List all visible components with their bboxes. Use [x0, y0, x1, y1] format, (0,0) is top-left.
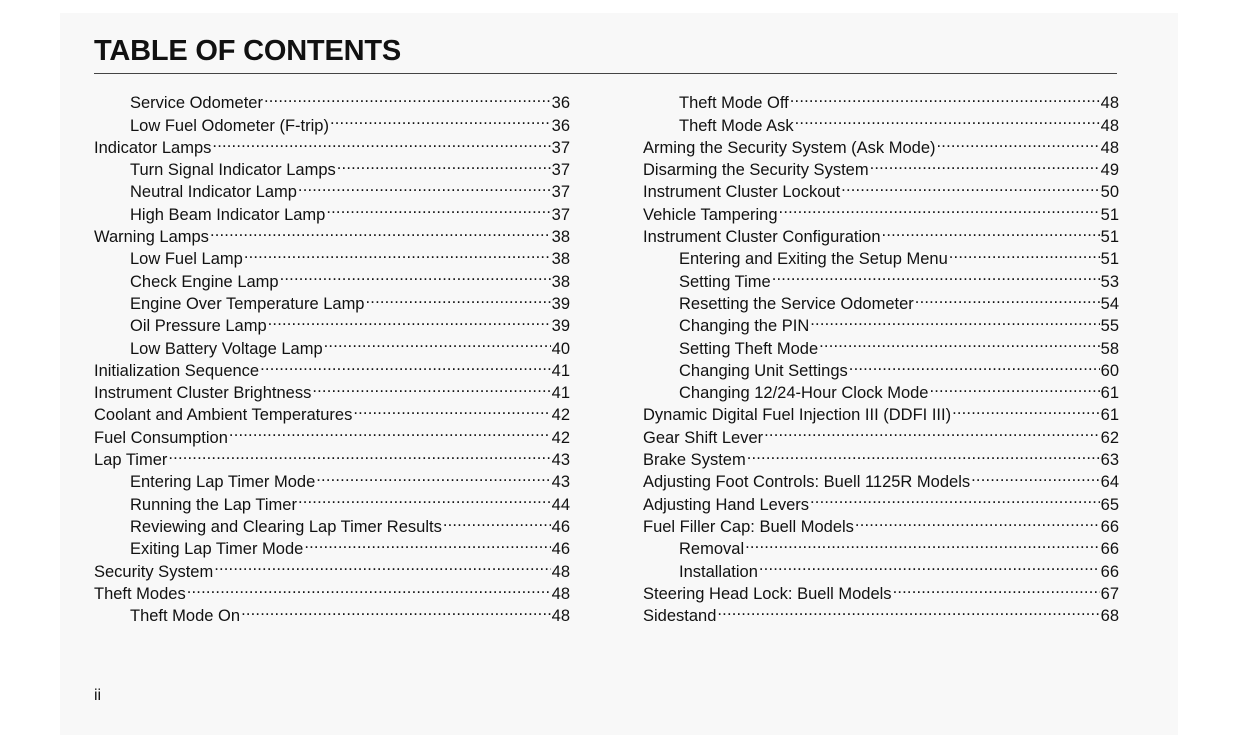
toc-entry-label: Check Engine Lamp: [130, 272, 279, 291]
toc-entry-label: Fuel Filler Cap: Buell Models: [643, 517, 854, 536]
toc-entry-page: 36: [551, 94, 570, 113]
dot-leader: [167, 443, 550, 465]
toc-entry-page: 48: [1100, 138, 1119, 157]
dot-leader: [848, 354, 1100, 376]
dot-leader: [325, 197, 550, 219]
toc-entry-label: Resetting the Service Odometer: [679, 294, 914, 313]
dot-leader: [315, 465, 550, 487]
toc-entry-label: Vehicle Tampering: [643, 205, 778, 224]
dot-leader: [240, 599, 551, 621]
toc-entry-page: 46: [551, 517, 570, 536]
dot-leader: [352, 398, 550, 420]
toc-entry-label: Setting Theft Mode: [679, 339, 819, 358]
toc-entry-page: 40: [551, 339, 570, 358]
toc-entry-label: Warning Lamps: [94, 228, 209, 247]
toc-entry-page: 61: [1100, 384, 1119, 403]
toc-entry-page: 38: [551, 272, 570, 291]
toc-entry-page: 38: [551, 228, 570, 247]
toc-entry-page: 63: [1100, 451, 1119, 470]
toc-entry-label: Setting Time: [679, 272, 771, 291]
dot-leader: [778, 197, 1100, 219]
toc-left-column: [94, 86, 570, 626]
toc-entry-label: Changing Unit Settings: [679, 361, 848, 380]
toc-entry-label: Oil Pressure Lamp: [130, 317, 267, 336]
dot-leader: [259, 354, 551, 376]
dot-leader: [809, 309, 1099, 331]
toc-entry-page: 38: [551, 250, 570, 269]
toc-entry-page: 37: [551, 161, 570, 180]
dot-leader: [311, 376, 550, 398]
toc-entry-label: Reviewing and Clearing Lap Timer Results: [130, 517, 442, 536]
toc-entry-page: 62: [1100, 428, 1119, 447]
toc-entry-label: High Beam Indicator Lamp: [130, 205, 326, 224]
toc-entry-page: 64: [1100, 473, 1119, 492]
dot-leader: [771, 264, 1100, 286]
toc-entry-page: 48: [1100, 94, 1119, 113]
toc-entry-page: 46: [551, 540, 570, 559]
dot-leader: [789, 86, 1100, 108]
toc-entry-label: Exiting Lap Timer Mode: [130, 540, 304, 559]
toc-entry-label: Coolant and Ambient Temperatures: [94, 406, 353, 425]
toc-entry-label: Adjusting Foot Controls: Buell 1125R Models: [643, 473, 971, 492]
toc-entry-label: Arming the Security System (Ask Mode): [643, 138, 936, 157]
toc-entry-label: Dynamic Digital Fuel Injection III (DDFI III): [643, 406, 952, 425]
toc-entry: [643, 86, 1119, 113]
toc-entry-label: Instrument Cluster Configuration: [643, 228, 881, 247]
dot-leader: [209, 220, 551, 242]
dot-leader: [744, 532, 1100, 554]
toc-entry-page: 50: [1100, 183, 1119, 202]
toc-entry-page: 66: [1100, 562, 1119, 581]
toc-right-column: [643, 86, 1119, 626]
toc-entry-label: Sidestand: [643, 607, 717, 626]
dot-leader: [758, 554, 1100, 576]
title-divider: [94, 73, 1117, 74]
toc-entry-page: 53: [1100, 272, 1119, 291]
toc-entry-label: Turn Signal Indicator Lamps: [130, 161, 336, 180]
toc-entry-label: Changing 12/24-Hour Clock Mode: [679, 384, 929, 403]
toc-entry-page: 36: [551, 116, 570, 135]
toc-entry-label: Theft Mode Off: [679, 94, 789, 113]
toc-entry-page: 68: [1100, 607, 1119, 626]
dot-leader: [243, 242, 551, 264]
toc-entry-page: 42: [551, 406, 570, 425]
toc-entry-page: 67: [1100, 584, 1119, 603]
toc-entry-label: Low Battery Voltage Lamp: [130, 339, 323, 358]
toc-entry-page: 37: [551, 183, 570, 202]
toc-entry-label: Instrument Cluster Lockout: [643, 183, 841, 202]
dot-leader: [365, 287, 551, 309]
toc-entry-page: 48: [551, 607, 570, 626]
dot-leader: [928, 376, 1099, 398]
toc-entry-page: 51: [1100, 205, 1119, 224]
toc-entry: [94, 86, 570, 113]
toc-entry-label: Entering Lap Timer Mode: [130, 473, 316, 492]
toc-entry-page: 66: [1100, 540, 1119, 559]
toc-entry-label: Installation: [679, 562, 758, 581]
toc-entry-label: Theft Mode On: [130, 607, 241, 626]
dot-leader: [323, 331, 551, 353]
toc-entry-label: Low Fuel Lamp: [130, 250, 243, 269]
toc-entry-label: Steering Head Lock: Buell Models: [643, 584, 892, 603]
toc-entry-label: Engine Over Temperature Lamp: [130, 294, 365, 313]
dot-leader: [263, 86, 551, 108]
toc-entry-label: Neutral Indicator Lamp: [130, 183, 297, 202]
dot-leader: [211, 131, 550, 153]
toc-entry-label: Removal: [679, 540, 745, 559]
toc-entry-label: Changing the PIN: [679, 317, 810, 336]
toc-entry-page: 51: [1100, 250, 1119, 269]
toc-entry-page: 41: [551, 361, 570, 380]
dot-leader: [970, 465, 1100, 487]
toc-entry-label: Security System: [94, 562, 214, 581]
dot-leader: [881, 220, 1100, 242]
toc-entry-label: Theft Mode Ask: [679, 116, 794, 135]
toc-entry-page: 39: [551, 294, 570, 313]
dot-leader: [297, 175, 551, 197]
dot-leader: [951, 398, 1100, 420]
toc-entry-page: 55: [1100, 317, 1119, 336]
toc-entry-label: Low Fuel Odometer (F-trip): [130, 116, 329, 135]
toc-entry-label: Indicator Lamps: [94, 138, 212, 157]
dot-leader: [279, 264, 551, 286]
dot-leader: [892, 577, 1100, 599]
dot-leader: [936, 131, 1100, 153]
toc-entry-page: 54: [1100, 294, 1119, 313]
page-number: ii: [94, 687, 102, 704]
toc-entry-page: 48: [551, 562, 570, 581]
page-title: TABLE OF CONTENTS: [94, 35, 401, 67]
toc-entry-page: 43: [551, 473, 570, 492]
document-page: [60, 13, 1178, 735]
toc-entry-page: 66: [1100, 517, 1119, 536]
toc-entry-page: 49: [1100, 161, 1119, 180]
toc-entry-page: 42: [551, 428, 570, 447]
dot-leader: [763, 420, 1100, 442]
toc-entry-label: Theft Modes: [94, 584, 186, 603]
dot-leader: [948, 242, 1100, 264]
toc-entry-label: Running the Lap Timer: [130, 495, 297, 514]
toc-entry-label: Brake System: [643, 451, 746, 470]
toc-entry-label: Gear Shift Lever: [643, 428, 764, 447]
dot-leader: [818, 331, 1100, 353]
toc-entry-page: 65: [1100, 495, 1119, 514]
toc-entry-label: Disarming the Security System: [643, 161, 869, 180]
dot-leader: [716, 599, 1099, 621]
dot-leader: [869, 153, 1100, 175]
dot-leader: [213, 554, 550, 576]
toc-entry-page: 44: [551, 495, 570, 514]
dot-leader: [840, 175, 1099, 197]
dot-leader: [746, 443, 1100, 465]
dot-leader: [809, 487, 1100, 509]
toc-entry-page: 60: [1100, 361, 1119, 380]
toc-entry-label: Initialization Sequence: [94, 361, 260, 380]
dot-leader: [914, 287, 1100, 309]
dot-leader: [297, 487, 551, 509]
toc-entry-label: Adjusting Hand Levers: [643, 495, 810, 514]
toc-entry-page: 48: [1100, 116, 1119, 135]
dot-leader: [267, 309, 551, 331]
toc-entry-page: 37: [551, 205, 570, 224]
dot-leader: [336, 153, 551, 175]
toc-entry-page: 41: [551, 384, 570, 403]
toc-entry-label: Service Odometer: [130, 94, 263, 113]
toc-entry-page: 58: [1100, 339, 1119, 358]
dot-leader: [854, 510, 1100, 532]
toc-entry-page: 37: [551, 138, 570, 157]
toc-entry-label: Fuel Consumption: [94, 428, 228, 447]
dot-leader: [228, 420, 551, 442]
dot-leader: [442, 510, 551, 532]
toc-entry-page: 51: [1100, 228, 1119, 247]
dot-leader: [186, 577, 551, 599]
toc-entry-label: Lap Timer: [94, 451, 168, 470]
dot-leader: [303, 532, 550, 554]
toc-entry-page: 43: [551, 451, 570, 470]
dot-leader: [329, 108, 551, 130]
toc-entry-label: Instrument Cluster Brightness: [94, 384, 312, 403]
toc-entry-page: 39: [551, 317, 570, 336]
toc-entry-page: 48: [551, 584, 570, 603]
dot-leader: [794, 108, 1100, 130]
toc-entry-page: 61: [1100, 406, 1119, 425]
toc-entry-label: Entering and Exiting the Setup Menu: [679, 250, 948, 269]
